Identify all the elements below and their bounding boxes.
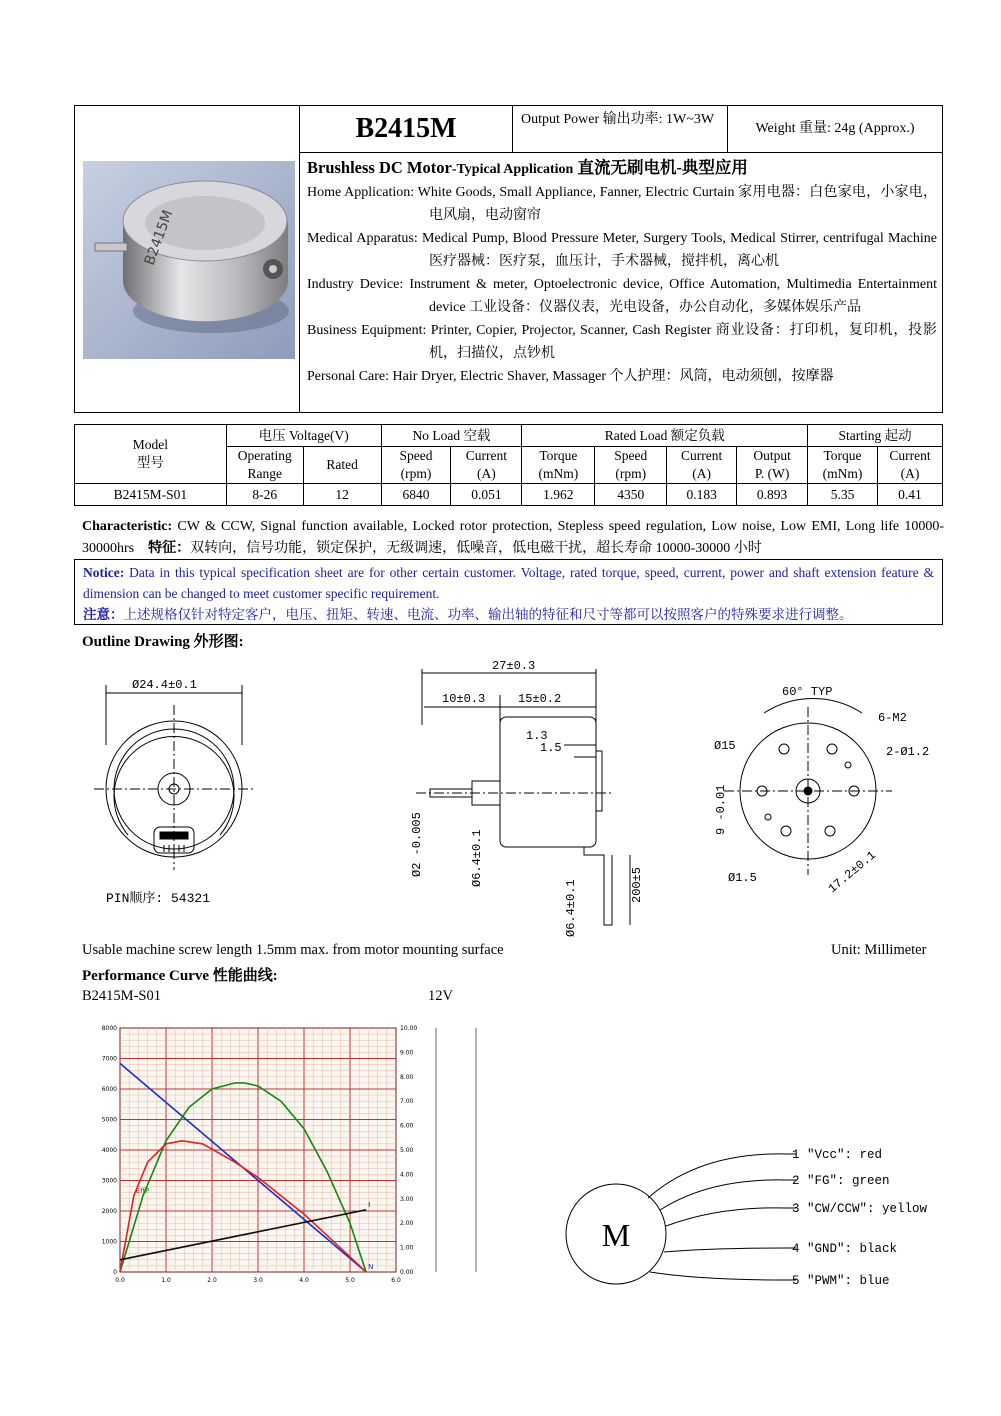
rear-view xyxy=(714,685,929,896)
y2-tick-label: 2.00 xyxy=(400,1220,414,1228)
model-header: Model 型号 xyxy=(75,425,227,484)
dim-1-5-label: 1.5 xyxy=(540,741,562,755)
x-tick-label: 3.0 xyxy=(253,1277,263,1284)
cell-noload-current: 0.051 xyxy=(451,484,522,506)
characteristic-text: CW & CCW, Signal function available, Locked rotor protection, Stepless speed regulation, Low noise, Low EMI, Long life 10000-30000hrs xyxy=(82,519,945,556)
screw-note: Usable machine screw length 1.5mm max. from motor mounting surface xyxy=(82,942,504,958)
col-rated: Rated xyxy=(303,447,381,484)
applications-title-cn: 直流无刷电机-典型应用 xyxy=(577,158,748,177)
length-27-label: 27±0.3 xyxy=(492,659,536,673)
side-view xyxy=(410,659,644,937)
series-label-p: P xyxy=(145,1186,150,1195)
pcd-label: 17.2±0.1 xyxy=(825,848,879,897)
characteristic-label: Characteristic: xyxy=(82,519,173,534)
application-item: Industry Device: Instrument & meter, Optoelectronic device, Office Automation, Multimedia Entertainment device 工业设备：仪器仪表，光电设备，办公自动化，多媒体娱乐产品 xyxy=(307,277,938,315)
application-item: Home Application: White Goods, Small Appliance, Fanner, Electric Curtain 家用电器：白色家电，小家电，电风扇，电动窗帘 xyxy=(307,185,937,223)
application-item: Personal Care: Hair Dryer, Electric Shaver, Massager 个人护理：风筒，电动须刨，按摩器 xyxy=(307,369,834,384)
cell-output-power: 0.893 xyxy=(737,484,808,506)
y2-tick-label: 7.00 xyxy=(400,1098,414,1106)
y2-tick-label: 1.00 xyxy=(400,1244,414,1252)
col-header: Speed (rpm) xyxy=(595,447,667,484)
y2-tick-label: 8.00 xyxy=(400,1073,414,1081)
series-label-n: N xyxy=(368,1263,374,1271)
front-view xyxy=(94,678,254,906)
applications xyxy=(307,156,937,388)
starting-group: Starting 起动 xyxy=(808,425,943,447)
notice-text: Data in this typical specification sheet are for other certain customer. Voltage, rated torque, speed, current, power and shaft extension feature & dimension can be changed to meet customer specific requirement. xyxy=(83,565,935,601)
cell-operating-range: 8-26 xyxy=(226,484,303,506)
hub-diameter-label-2: Ø6.4±0.1 xyxy=(564,879,578,937)
cell-rated-speed: 4350 xyxy=(595,484,667,506)
col-operating-range: Operating Range xyxy=(226,447,303,484)
y-tick-label: 6000 xyxy=(101,1086,117,1093)
y-tick-label: 3000 xyxy=(101,1177,117,1185)
wire-3-label: 3 "CW/CCW": yellow xyxy=(792,1202,928,1216)
y-tick-label: 2000 xyxy=(101,1208,117,1215)
dia-1-5-label: Ø1.5 xyxy=(728,871,757,885)
performance-voltage: 12V xyxy=(428,988,453,1004)
unit-note: Unit: Millimeter xyxy=(831,942,927,958)
y-tick-label: 4000 xyxy=(101,1147,117,1154)
dim-1-3-label: 1.3 xyxy=(526,729,548,743)
model-name: B2415M xyxy=(300,106,513,152)
y2-tick-label: 10.00 xyxy=(400,1025,418,1032)
y-tick-label: 8000 xyxy=(101,1025,117,1032)
col-header: Torque (mNm) xyxy=(522,447,595,484)
hole-1-2-label: 2-Ø1.2 xyxy=(886,745,930,759)
x-tick-label: 2.0 xyxy=(207,1277,217,1284)
outline-drawing xyxy=(74,655,944,945)
rated-group: Rated Load 额定负载 xyxy=(522,425,808,447)
output-power: Output Power 输出功率: 1W~3W xyxy=(513,106,728,152)
series-label-eff: Eff xyxy=(135,1186,146,1195)
cell-rated-torque: 1.962 xyxy=(522,484,595,506)
cell-rated-voltage: 12 xyxy=(303,484,381,506)
voltage-group: 电压 Voltage(V) xyxy=(226,425,381,447)
col-header: Current (A) xyxy=(667,447,737,484)
y2-tick-label: 0.00 xyxy=(400,1269,414,1276)
front-diameter-label: Ø24.4±0.1 xyxy=(132,678,197,692)
m2-label: 6-M2 xyxy=(878,711,907,725)
applications-title-sub: -Typical Application xyxy=(451,162,574,177)
motor-label: M xyxy=(601,1217,631,1253)
title-row xyxy=(300,106,942,153)
y-tick-label: 1000 xyxy=(101,1238,117,1246)
performance-title: Performance Curve 性能曲线: xyxy=(82,968,278,984)
shaft-diameter-label: Ø2 -0.005 xyxy=(410,812,424,877)
application-item: Medical Apparatus: Medical Pump, Blood Pressure Meter, Surgery Tools, Medical Stirrer, centrifugal Machine 医疗器械：医疗泵，血压计，手术器械，搅拌机，离心机 xyxy=(307,231,937,269)
notice-label-cn: 注意： xyxy=(83,607,124,622)
applications-title xyxy=(307,156,937,181)
cell-rated-current: 0.183 xyxy=(667,484,737,506)
noload-group: No Load 空载 xyxy=(381,425,522,447)
y2-tick-label: 3.00 xyxy=(400,1195,414,1203)
cell-noload-speed: 6840 xyxy=(381,484,451,506)
characteristic xyxy=(82,516,944,560)
x-tick-label: 6.0 xyxy=(391,1277,401,1284)
length-10-label: 10±0.3 xyxy=(442,692,486,706)
x-tick-label: 0.0 xyxy=(115,1277,125,1284)
x-tick-label: 1.0 xyxy=(161,1277,171,1284)
wire-5-label: 5 "PWM": blue xyxy=(792,1274,890,1288)
applications-title-main: Brushless DC Motor xyxy=(307,158,452,177)
characteristic-label-cn: 特征： xyxy=(148,541,191,556)
y2-tick-label: 5.00 xyxy=(400,1147,414,1154)
table-row xyxy=(75,484,943,506)
col-header: Output P. (W) xyxy=(737,447,808,484)
cell-starting-torque: 5.35 xyxy=(808,484,878,506)
x-tick-label: 5.0 xyxy=(345,1277,355,1284)
weight: Weight 重量: 24g (Approx.) xyxy=(755,121,915,136)
y-tick-label: 0 xyxy=(113,1269,117,1276)
cell-starting-current: 0.41 xyxy=(877,484,942,506)
col-header: Torque (mNm) xyxy=(808,447,878,484)
application-item: Business Equipment: Printer, Copier, Projector, Scanner, Cash Register 商业设备：打印机，复印机，投影机，扫描仪，点钞机 xyxy=(307,323,937,361)
y2-tick-label: 6.00 xyxy=(400,1122,414,1130)
wiring-diagram xyxy=(560,1138,940,1298)
series-label-i: I xyxy=(368,1200,371,1209)
hub-diameter-label: Ø6.4±0.1 xyxy=(470,829,484,887)
notice-label: Notice: xyxy=(83,565,125,580)
motor-photo xyxy=(83,161,295,359)
wire-1-label: 1 "Vcc": red xyxy=(792,1148,883,1162)
y-tick-label: 7000 xyxy=(101,1055,117,1063)
y-tick-label: 5000 xyxy=(101,1116,117,1124)
wire-2-label: 2 "FG": green xyxy=(792,1174,890,1188)
outline-title: Outline Drawing 外形图: xyxy=(82,634,244,650)
svg-text:B2415M: B2415M xyxy=(141,208,177,268)
notice-text-cn: 上述规格仅针对特定客户，电压、扭矩、转速、电流、功率、输出轴的特征和尺寸等都可以按照客户的特殊要求进行调整。 xyxy=(123,607,853,622)
dia-15-label: Ø15 xyxy=(714,739,736,753)
x-tick-label: 4.0 xyxy=(299,1277,309,1284)
y2-tick-label: 9.00 xyxy=(400,1049,414,1057)
performance-model: B2415M-S01 xyxy=(82,988,161,1004)
col-header: Current (A) xyxy=(451,447,522,484)
col-header: Speed (rpm) xyxy=(381,447,451,484)
pin-order-label: PIN顺序: 54321 xyxy=(106,891,211,906)
wire-4-label: 4 "GND": black xyxy=(792,1242,898,1256)
dim-9-label: 9 -0.01 xyxy=(714,784,728,835)
notice-box xyxy=(74,559,943,625)
spec-table xyxy=(74,424,943,506)
y2-tick-label: 4.00 xyxy=(400,1171,414,1179)
length-15-label: 15±0.2 xyxy=(518,692,562,706)
cell-model: B2415M-S01 xyxy=(75,484,227,506)
col-header: Current (A) xyxy=(877,447,942,484)
angle-label: 60° TYP xyxy=(782,685,833,699)
characteristic-text-cn: 双转向，信号功能，锁定保护，无级调速，低噪音，低电磁干扰，超长寿命 10000-30000 小时 xyxy=(190,541,762,556)
product-header xyxy=(74,105,943,413)
photo-cell xyxy=(75,106,300,412)
lead-length-label: 200±5 xyxy=(630,866,644,903)
performance-chart xyxy=(84,1018,494,1298)
